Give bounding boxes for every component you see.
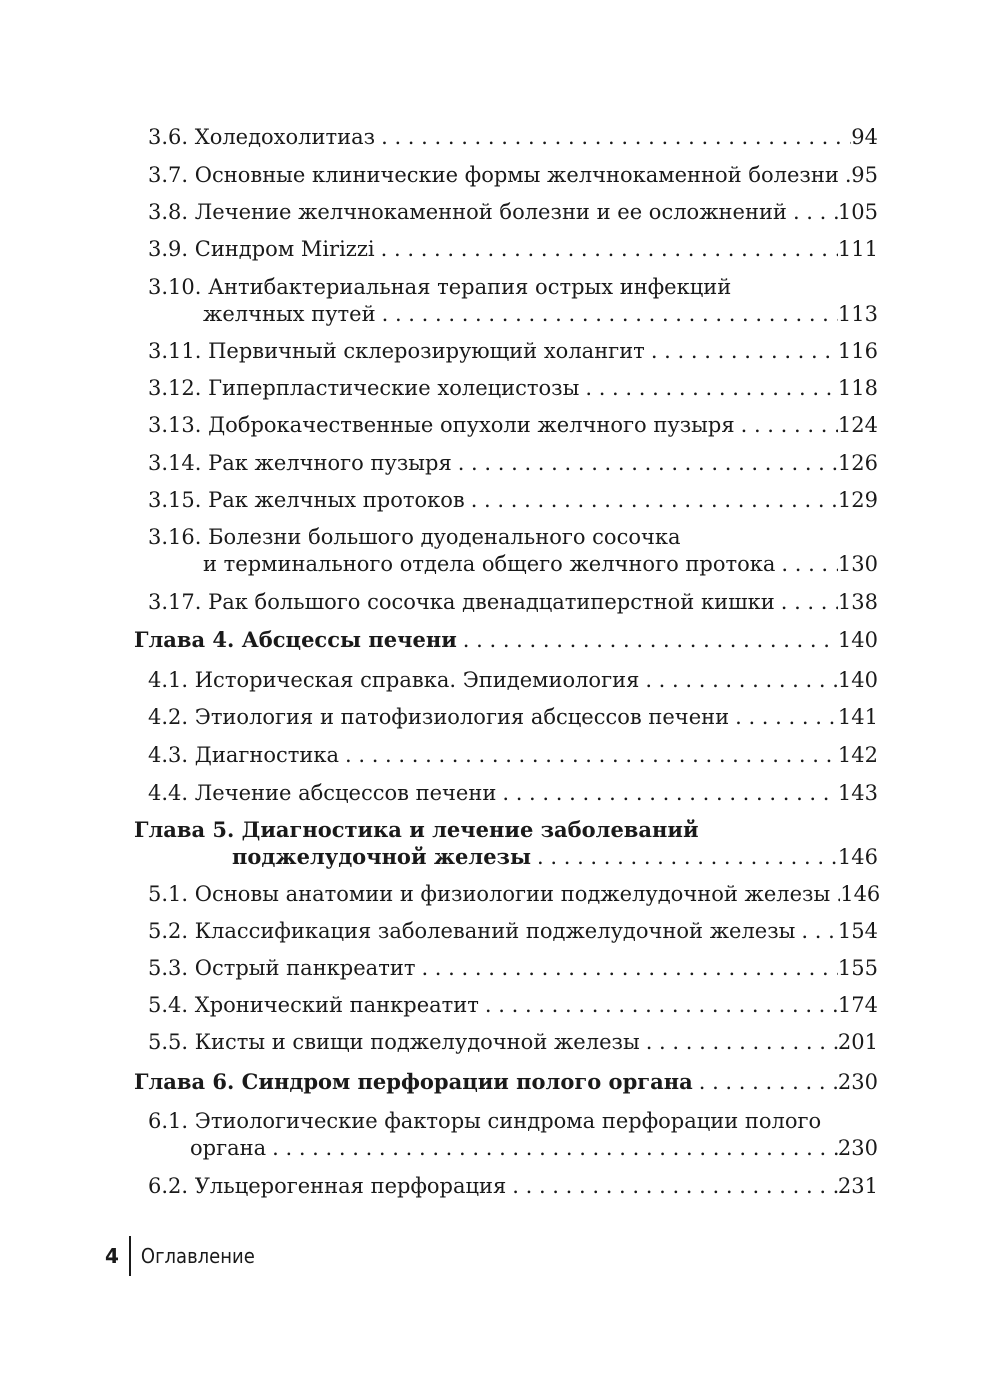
toc-entry-title: 6.2. Ульцерогенная перфорация (148, 1174, 507, 1198)
page-number: 4 (105, 1244, 119, 1268)
toc-leader-dots (839, 162, 851, 188)
toc-page-number: 95 (851, 163, 878, 187)
toc-leader-dots (579, 375, 838, 401)
toc-entry-title: 3.12. Гиперпластические холецистозы (148, 376, 580, 400)
toc-leader-dots (735, 412, 838, 438)
toc-leader-dots (787, 199, 838, 225)
toc-leader-dots (531, 844, 838, 870)
toc-chapter-title: Глава 6. Синдром перфорации полого органа (134, 1069, 693, 1094)
toc-page-number: 118 (837, 376, 878, 400)
toc-entry-title-continued: и терминального отдела общего желчного протока (203, 552, 776, 576)
toc-chapter-title-continued: поджелудочной железы (232, 844, 532, 869)
running-title: Оглавление (140, 1244, 255, 1268)
toc-page-number: 94 (851, 125, 878, 149)
toc-leader-dots (375, 124, 851, 150)
toc-page-number: 146 (840, 882, 881, 906)
toc-entry-title: 5.3. Острый панкреатит (148, 956, 416, 980)
toc-leader-dots (506, 1173, 838, 1199)
toc-page-number: 155 (837, 956, 878, 980)
toc-page-number: 105 (837, 200, 878, 224)
toc-page-number: 113 (837, 302, 878, 326)
toc-leader-dots (266, 1135, 838, 1161)
toc-entry-title: 4.4. Лечение абсцессов печени (148, 781, 497, 805)
toc-chapter-title: Глава 4. Абсцессы печени (134, 627, 457, 652)
toc-leader-dots (729, 704, 838, 730)
toc-leader-dots (415, 955, 837, 981)
toc-page-number: 140 (837, 628, 878, 652)
toc-entry-title: 4.2. Этиология и патофизиология абсцессов печени (148, 705, 730, 729)
toc-entry-title: 3.8. Лечение желчнокаменной болезни и ее осложнений (148, 200, 787, 224)
toc-page-number: 201 (837, 1030, 878, 1054)
toc-page-number: 146 (837, 845, 878, 869)
toc-leader-dots (457, 627, 838, 653)
toc-entry-title-continued: желчных путей (203, 302, 376, 326)
toc-leader-dots (830, 881, 840, 907)
toc-entry-title: 3.10. Антибактериальная терапия острых инфекций (148, 275, 732, 299)
toc-entry-title: 3.9. Синдром Mirizzi (148, 237, 375, 261)
toc-entry-title: 3.15. Рак желчных протоков (148, 488, 465, 512)
toc-leader-dots (640, 1029, 838, 1055)
toc-page-number: 141 (837, 705, 878, 729)
toc-leader-dots (639, 667, 838, 693)
toc-page-number: 174 (837, 993, 878, 1017)
toc-leader-dots (375, 236, 838, 262)
toc-entry-title: 3.16. Болезни большого дуоденального сосочка (148, 525, 681, 549)
toc-entry-title: 4.1. Историческая справка. Эпидемиология (148, 668, 640, 692)
toc-page-number: 154 (837, 919, 878, 943)
toc-leader-dots (339, 742, 838, 768)
toc-leader-dots (496, 780, 838, 806)
toc-entry-title: 3.13. Доброкачественные опухоли желчного пузыря (148, 413, 735, 437)
toc-page-number: 129 (837, 488, 878, 512)
toc-entry-title-continued: органа (190, 1136, 267, 1160)
toc-entry-title: 5.4. Хронический панкреатит (148, 993, 479, 1017)
toc-entry-title: 6.1. Этиологические факторы синдрома перфорации полого (148, 1109, 822, 1133)
toc-leader-dots (479, 992, 838, 1018)
toc-entry-title: 5.1. Основы анатомии и физиологии поджелудочной железы (148, 882, 831, 906)
toc-page-number: 111 (837, 237, 878, 261)
toc-entry-title: 3.11. Первичный склерозирующий холангит (148, 339, 645, 363)
toc-entry-title: 3.7. Основные клинические формы желчнокаменной болезни (148, 163, 839, 187)
toc-page-number: 130 (837, 552, 878, 576)
toc-leader-dots (376, 301, 838, 327)
toc-page-number: 124 (837, 413, 878, 437)
toc-entry-title: 5.5. Кисты и свищи поджелудочной железы (148, 1030, 640, 1054)
toc-leader-dots (693, 1069, 838, 1095)
toc-leader-dots (775, 589, 838, 615)
toc-leader-dots (795, 918, 838, 944)
toc-leader-dots (775, 551, 838, 577)
toc-page-number: 116 (837, 339, 878, 363)
page-footer (105, 1236, 255, 1276)
toc-entry-title: 3.14. Рак желчного пузыря (148, 451, 452, 475)
toc-entry-title: 5.2. Классификация заболеваний поджелудочной железы (148, 919, 796, 943)
toc-page-number: 140 (837, 668, 878, 692)
toc-page-number: 126 (837, 451, 878, 475)
toc-chapter-title: Глава 5. Диагностика и лечение заболеваний (134, 817, 699, 842)
toc-leader-dots (645, 338, 838, 364)
toc-page-number: 138 (837, 590, 878, 614)
toc-leader-dots (465, 487, 838, 513)
toc-page-number: 230 (837, 1070, 878, 1094)
toc-page-number: 142 (837, 743, 878, 767)
toc-entry-title: 3.6. Холедохолитиаз (148, 125, 376, 149)
toc-page-number: 231 (837, 1174, 878, 1198)
toc-page-number: 143 (837, 781, 878, 805)
toc-leader-dots (452, 450, 838, 476)
toc-entry-title: 3.17. Рак большого сосочка двенадцатиперстной кишки (148, 590, 775, 614)
toc-page-number: 230 (837, 1136, 878, 1160)
toc-entry-title: 4.3. Диагностика (148, 743, 339, 767)
